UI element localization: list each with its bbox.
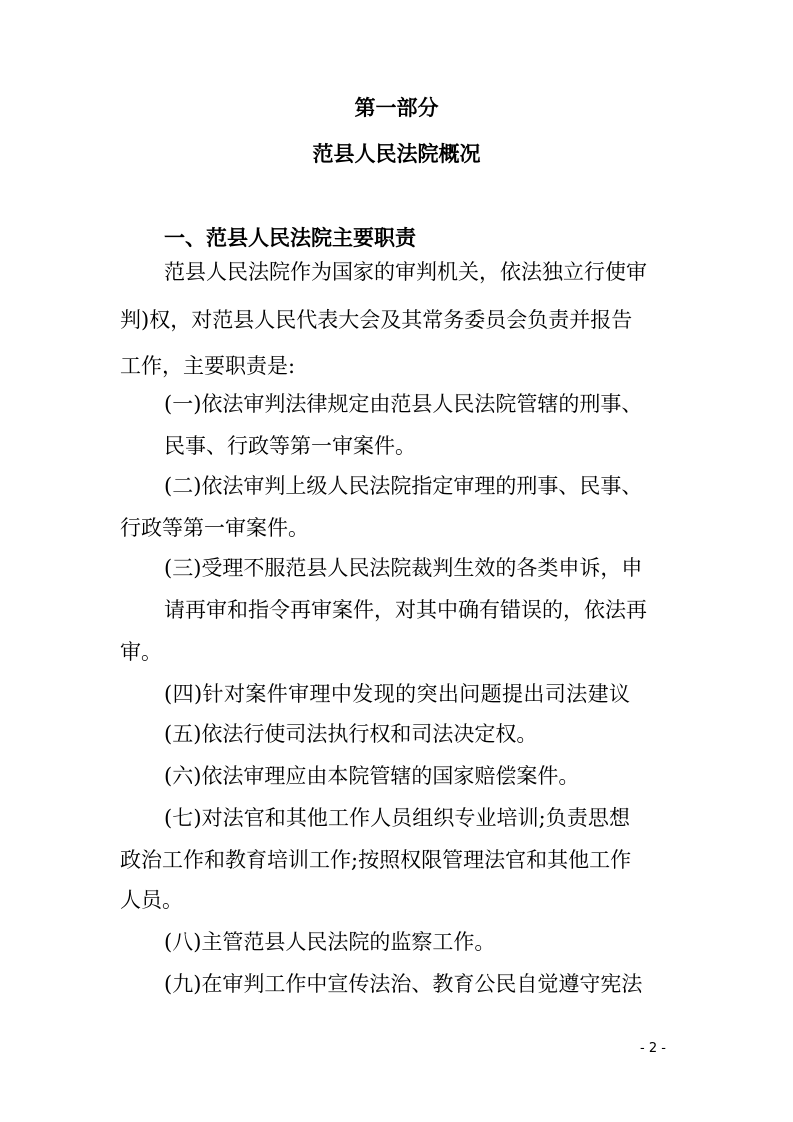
paragraph-line: 判)权，对范县人民代表大会及其常务委员会负责并报告	[120, 308, 633, 332]
paragraph-line: (三)受理不服范县人民法院裁判生效的各类申诉，申	[164, 556, 643, 580]
page-number: - 2 -	[640, 1041, 666, 1056]
paragraph-line: 民事、行政等第一审案件。	[164, 434, 416, 458]
paragraph-line: (四)针对案件审理中发现的突出问题提出司法建议	[164, 682, 630, 706]
part-title: 第一部分	[354, 96, 439, 120]
paragraph-line: 政治工作和教育培训工作;按照权限管理法官和其他工作	[120, 848, 632, 872]
paragraph-line: (九)在审判工作中宣传法治、教育公民自觉遵守宪法	[164, 972, 643, 996]
paragraph-line: (五)依法行使司法执行权和司法决定权。	[164, 722, 538, 746]
paragraph-line: (八)主管范县人民法院的监察工作。	[164, 930, 496, 954]
court-overview-title: 范县人民法院概况	[312, 142, 481, 166]
paragraph-line: 行政等第一审案件。	[120, 516, 309, 540]
paragraph-line: (二)依法审判上级人民法院指定审理的刑事、民事、	[164, 474, 643, 498]
section-title: 一、范县人民法院主要职责	[164, 226, 416, 250]
paragraph-line: (六)依法审理应由本院管辖的国家赔偿案件。	[164, 764, 580, 788]
paragraph-line: 人员。	[120, 888, 183, 912]
paragraph-line: (一)依法审判法律规定由范县人民法院管辖的刑事、	[164, 392, 643, 416]
paragraph-line: (七)对法官和其他工作人员组织专业培训;负责思想	[164, 806, 630, 830]
paragraph-line: 请再审和指令再审案件，对其中确有错误的，依法再	[164, 598, 647, 622]
paragraph-line: 范县人民法院作为国家的审判机关，依法独立行使审	[164, 260, 647, 284]
paragraph-line: 审。	[120, 640, 162, 664]
paragraph-line: 工作，主要职责是:	[120, 354, 296, 378]
